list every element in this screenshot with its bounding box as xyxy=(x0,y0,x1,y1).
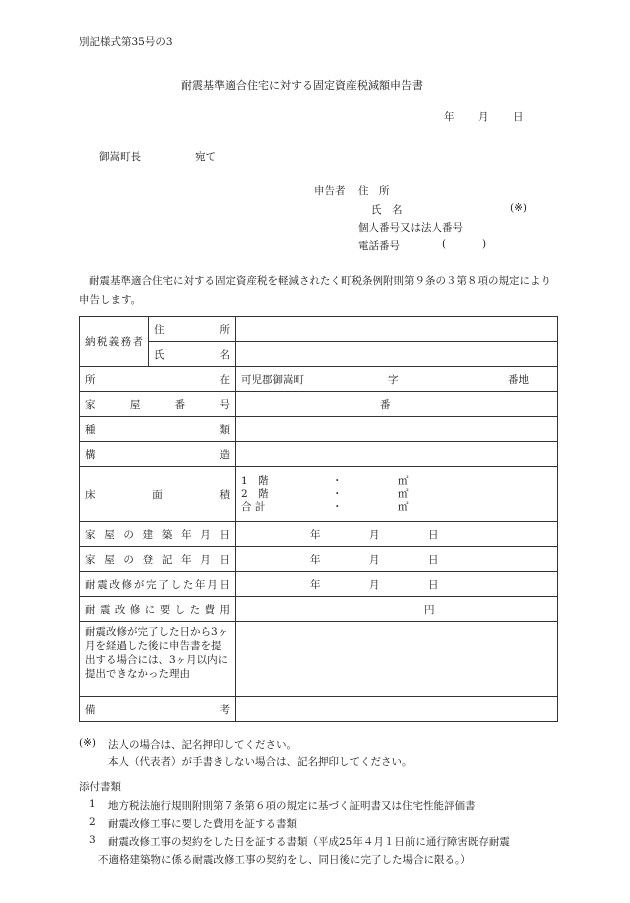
table-row xyxy=(80,572,558,597)
remarks-label: 備考 xyxy=(80,697,236,722)
taxpayer-address-value[interactable] xyxy=(236,317,558,342)
page-title: 耐震基準適合住宅に対する固定資産税減額申告書 xyxy=(181,79,423,92)
attachment-item-1-num: 1 xyxy=(89,798,96,810)
table-row xyxy=(80,442,558,467)
registration-date-label: 家屋の登記年月日 xyxy=(80,547,236,572)
attachment-item-2-num: 2 xyxy=(89,816,96,828)
build-date-value[interactable]: 年 月 日 xyxy=(236,522,558,547)
location-banchi: 番地 xyxy=(508,374,529,386)
note-line-2: 本人（代表者）が手書きしない場合は、記名押印してください。 xyxy=(108,756,413,768)
attachment-item-3: 耐震改修工事の契約をした日を証する書類（平成25年４月１日前に通行障害既存耐震 xyxy=(108,836,510,848)
application-table xyxy=(79,316,558,722)
attachment-item-3-num: 3 xyxy=(89,834,96,846)
table-row xyxy=(80,467,558,522)
reason-value[interactable] xyxy=(236,622,558,697)
registration-date-value[interactable]: 年 月 日 xyxy=(236,547,558,572)
location-prefix: 可児郡御嵩町 xyxy=(241,374,304,386)
table-row xyxy=(80,392,558,417)
date-day: 日 xyxy=(513,111,524,123)
attachments-heading: 添付書類 xyxy=(79,781,121,793)
cost-value[interactable] xyxy=(236,597,558,622)
addressee-suffix: 宛て xyxy=(195,151,216,163)
retrofit-date-value[interactable]: 年 月 日 xyxy=(236,572,558,597)
structure-label: 構造 xyxy=(80,442,236,467)
applicant-address-label: 住 所 xyxy=(358,185,390,197)
cost-unit: 円 xyxy=(424,604,435,616)
floor-area-value[interactable] xyxy=(236,467,558,522)
attachment-item-3-cont: 不適格建築物に係る耐震改修工事の契約をし、同日後に完了した場合に限る。） xyxy=(98,854,471,866)
statement-text: 耐震基準適合住宅に対する固定資産税を軽減されたく町税条例附則第９条の３第８項の規定により申告します。 xyxy=(79,275,551,306)
table-row xyxy=(80,547,558,572)
location-value[interactable] xyxy=(236,367,558,392)
seal-mark: (※) xyxy=(510,202,527,214)
house-number-ban: 番 xyxy=(380,399,391,411)
taxpayer-address-label: 住所 xyxy=(149,317,236,342)
phone-paren-close: ) xyxy=(482,238,487,250)
retrofit-date-label: 耐震改修が完了した年月日 xyxy=(80,572,236,597)
applicant-label: 申告者 xyxy=(314,185,346,197)
taxpayer-name-value[interactable] xyxy=(236,342,558,367)
kind-value[interactable] xyxy=(236,417,558,442)
applicant-id-label: 個人番号又は法人番号 xyxy=(358,222,463,234)
attachment-item-1: 地方税法施行規則附則第７条第６項の規定に基づく証明書又は住宅性能評価書 xyxy=(108,800,476,812)
note-mark: (※) xyxy=(79,737,96,749)
location-label: 所在 xyxy=(80,367,236,392)
table-row xyxy=(80,367,558,392)
table-row xyxy=(80,597,558,622)
note-line-1: 法人の場合は、記名押印してください。 xyxy=(108,739,297,751)
table-row xyxy=(80,342,558,367)
floor-row-total: 合 計 ・ ㎡ xyxy=(241,500,409,513)
structure-value[interactable] xyxy=(236,442,558,467)
build-date-label: 家屋の建築年月日 xyxy=(80,522,236,547)
floor-row-2: 2 階 ・ ㎡ xyxy=(241,487,409,500)
location-aza: 字 xyxy=(388,374,399,386)
cost-label: 耐震改修に要した費用 xyxy=(80,597,236,622)
remarks-value[interactable] xyxy=(236,697,558,722)
taxpayer-name-label: 氏名 xyxy=(149,342,236,367)
phone-paren-open: ( xyxy=(442,238,447,250)
form-number: 別記様式第35号の3 xyxy=(79,36,173,48)
applicant-name-label: 氏 名 xyxy=(371,204,403,216)
house-number-label: 家屋番号 xyxy=(80,392,236,417)
attachment-item-2: 耐震改修工事に要した費用を証する書類 xyxy=(108,818,297,830)
addressee-name: 御嵩町長 xyxy=(99,151,141,163)
table-row xyxy=(80,697,558,722)
house-number-value[interactable] xyxy=(236,392,558,417)
reason-label: 耐震改修が完了した日から3ヶ月を経過した後に申告書を提出する場合には、3ヶ月以内に提出できなかった理由 xyxy=(80,622,236,697)
table-row xyxy=(80,522,558,547)
table-row xyxy=(80,622,558,697)
table-row xyxy=(80,417,558,442)
kind-label: 種類 xyxy=(80,417,236,442)
applicant-phone-label: 電話番号 xyxy=(358,240,400,252)
floor-area-label: 床面積 xyxy=(80,467,236,522)
date-month: 月 xyxy=(478,111,489,123)
taxpayer-label: 納税義務者 xyxy=(80,317,149,367)
date-year: 年 xyxy=(444,111,455,123)
table-row xyxy=(80,317,558,342)
floor-row-1: 1 階 ・ ㎡ xyxy=(241,474,409,487)
